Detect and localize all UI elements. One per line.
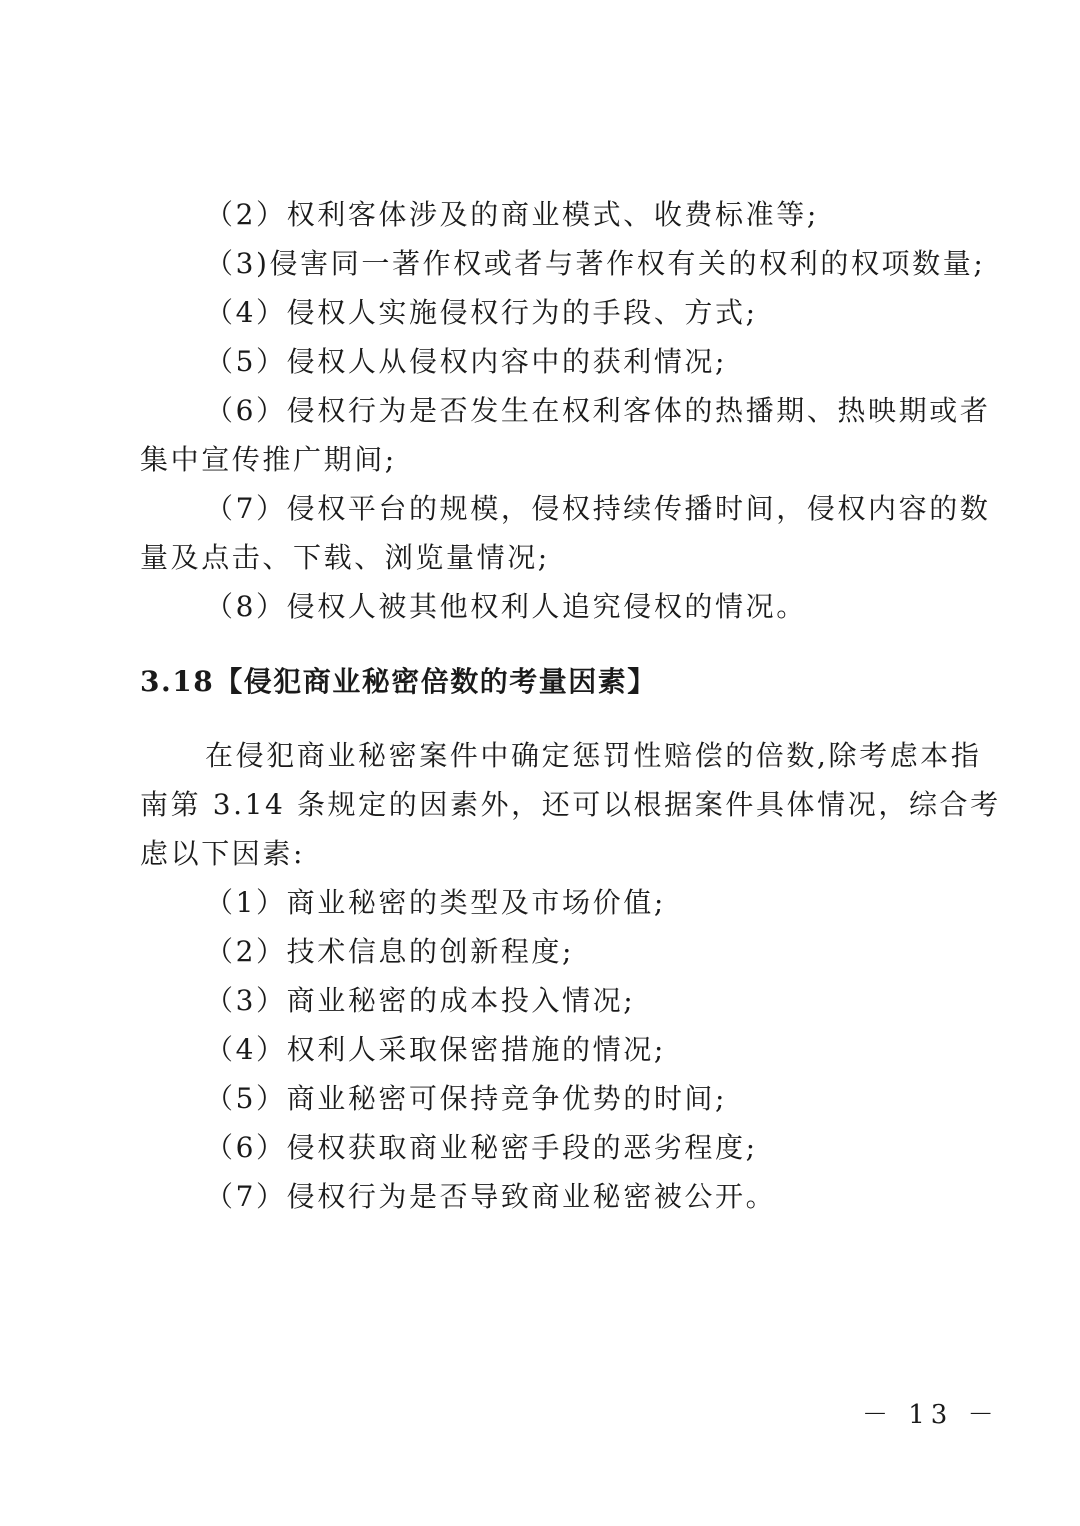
paragraph-line: 南第 3.14 条规定的因素外，还可以根据案件具体情况，综合考: [140, 788, 1001, 821]
list-item: （6）侵权行为是否发生在权利客体的热播期、热映期或者: [205, 394, 991, 427]
list-item: （5）侵权人从侵权内容中的获利情况;: [205, 345, 728, 378]
list-item: （8）侵权人被其他权利人追究侵权的情况。: [205, 590, 807, 623]
page-number: － 13 －: [862, 1400, 1000, 1430]
list-item: （3）商业秘密的成本投入情况;: [205, 984, 636, 1017]
paragraph-line: 在侵犯商业秘密案件中确定惩罚性赔偿的倍数,除考虑本指: [205, 739, 982, 772]
list-item: （1）商业秘密的类型及市场价值;: [205, 886, 666, 919]
list-item: （2）权利客体涉及的商业模式、收费标准等;: [205, 198, 819, 231]
paragraph-line: 虑以下因素:: [140, 837, 306, 870]
list-item: （2）技术信息的创新程度;: [205, 935, 575, 968]
list-item: （7）侵权平台的规模，侵权持续传播时间，侵权内容的数: [205, 492, 991, 525]
list-item: （7）侵权行为是否导致商业秘密被公开。: [205, 1180, 777, 1213]
section-heading: 3.18【侵犯商业秘密倍数的考量因素】: [140, 665, 657, 698]
list-item-continuation: 量及点击、下载、浏览量情况;: [140, 541, 550, 574]
list-item: （3)侵害同一著作权或者与著作权有关的权利的权项数量;: [205, 247, 986, 280]
list-item: （4）权利人采取保密措施的情况;: [205, 1033, 666, 1066]
list-item: （6）侵权获取商业秘密手段的恶劣程度;: [205, 1131, 758, 1164]
list-item: （4）侵权人实施侵权行为的手段、方式;: [205, 296, 758, 329]
list-item: （5）商业秘密可保持竞争优势的时间;: [205, 1082, 728, 1115]
list-item-continuation: 集中宣传推广期间;: [140, 443, 397, 476]
